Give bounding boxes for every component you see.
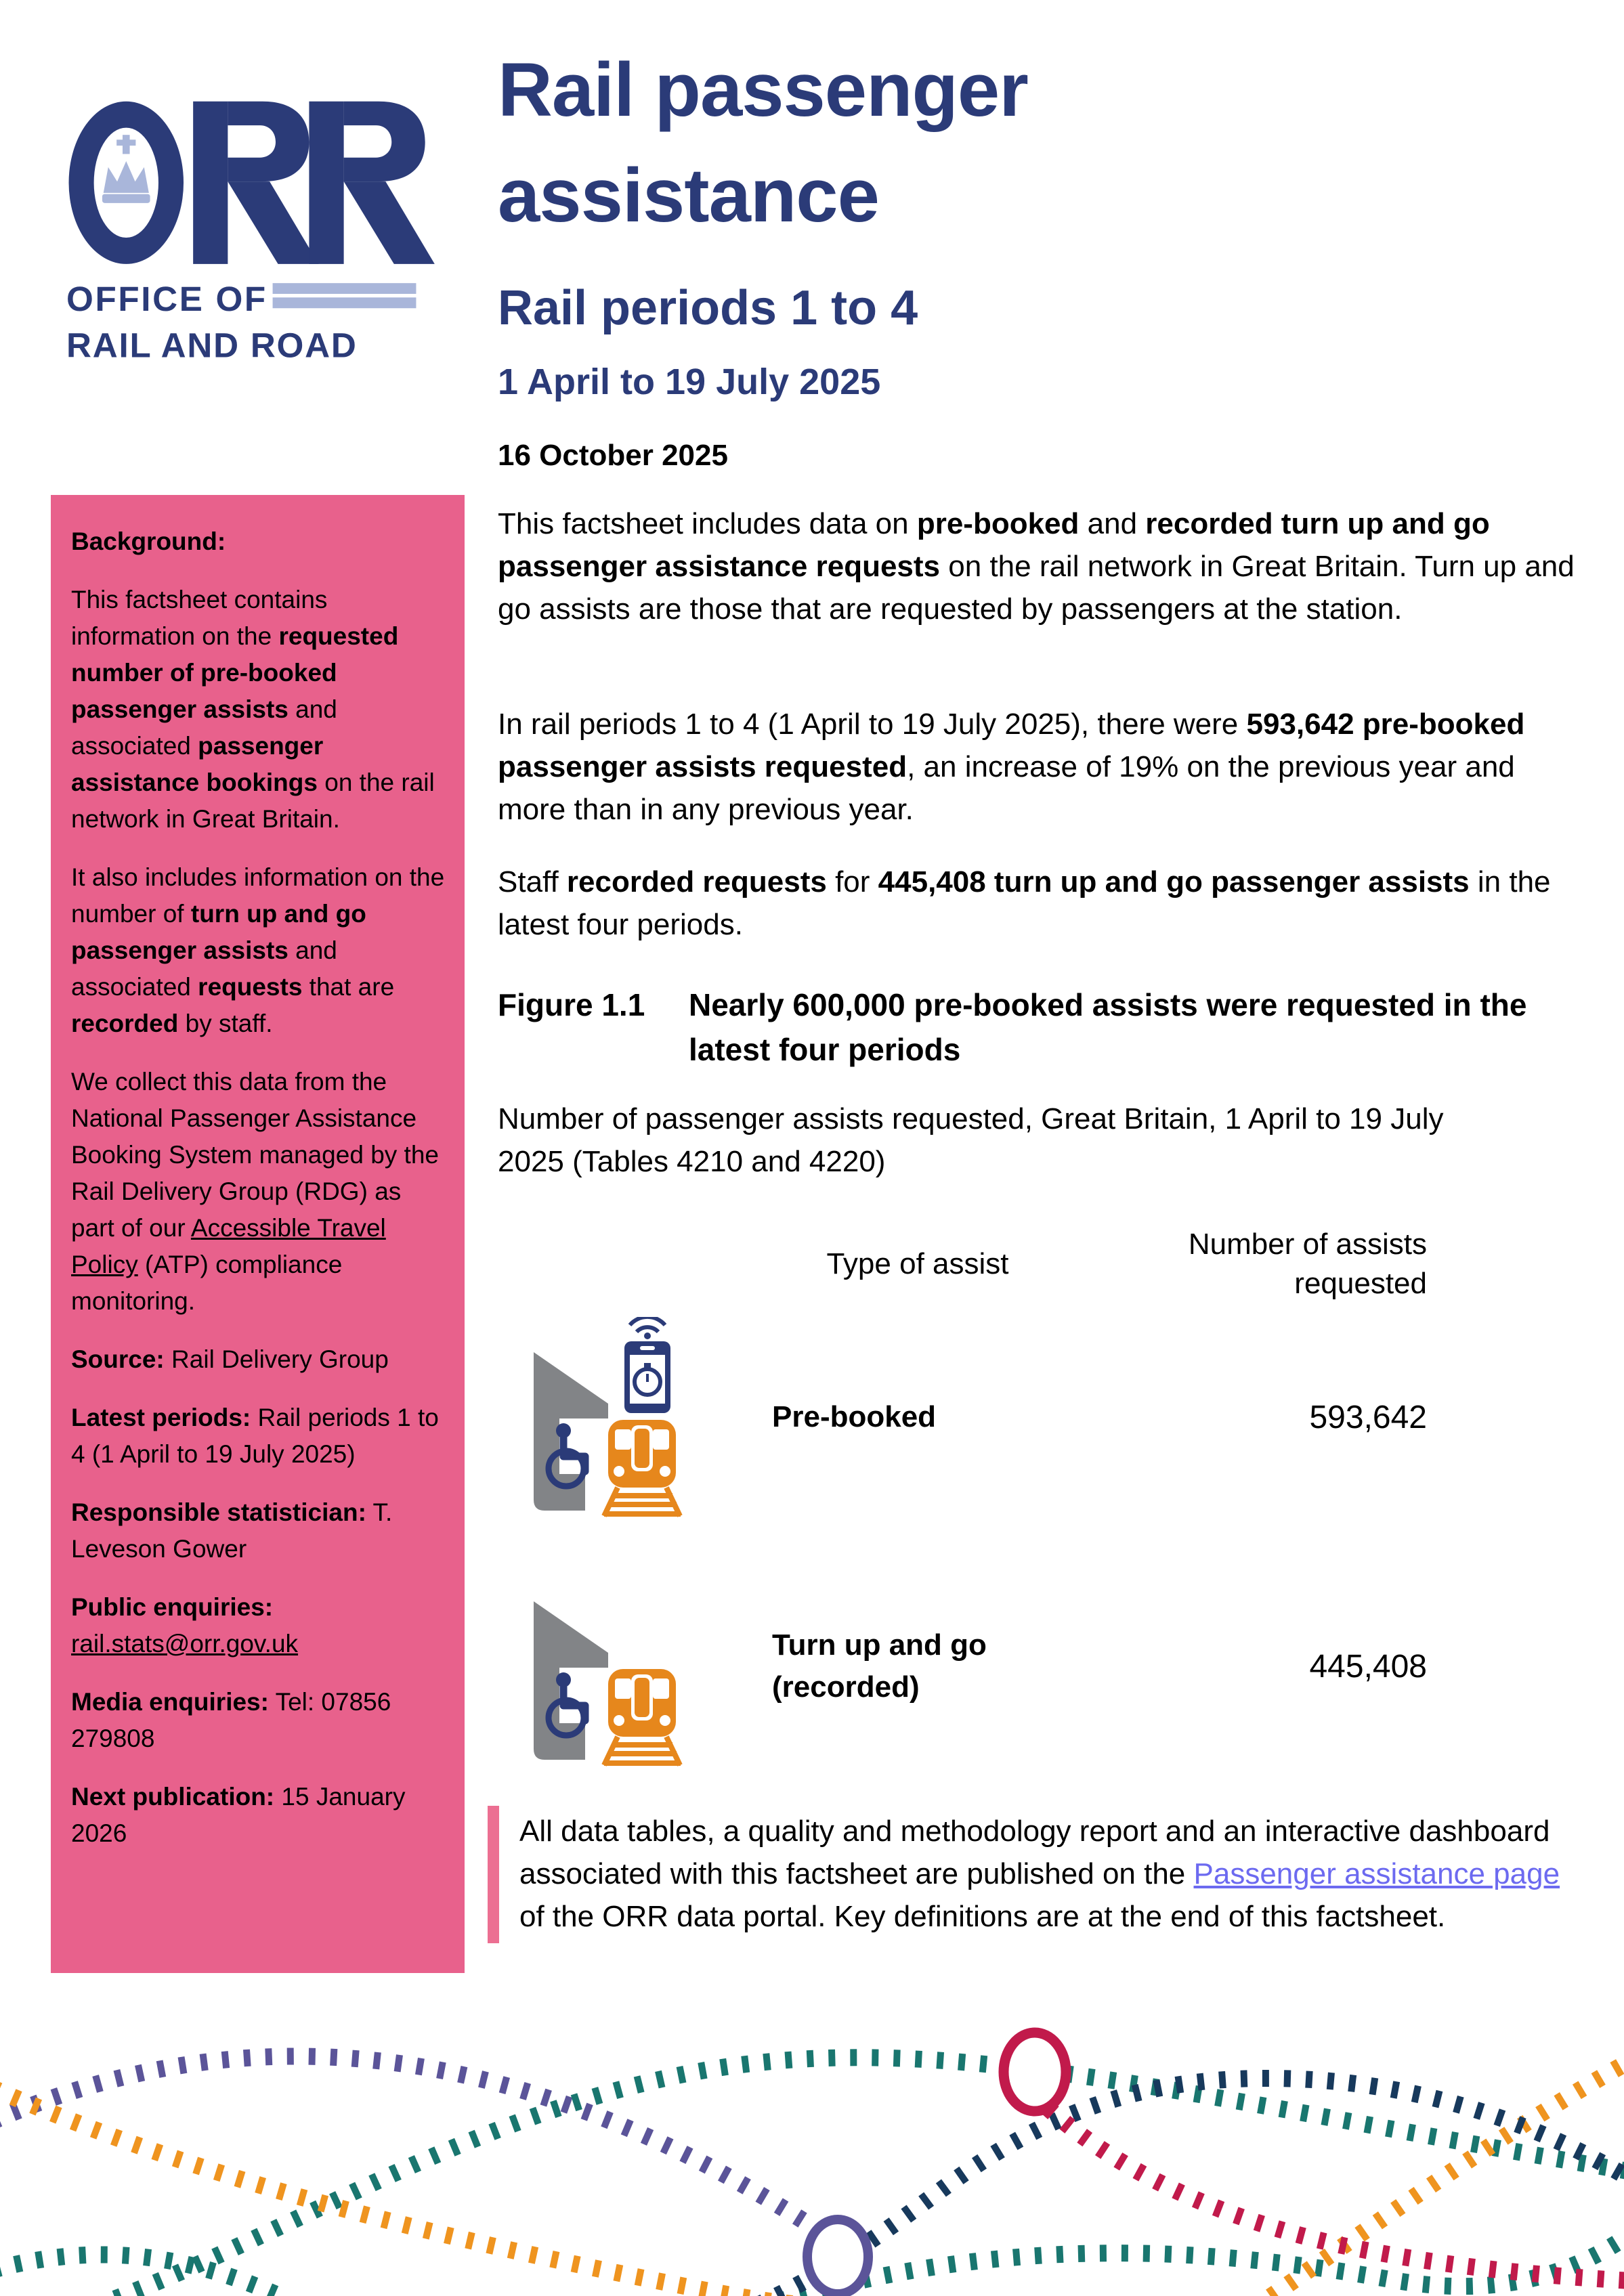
rail-track-icon xyxy=(604,1488,681,1516)
deco-teal-curve-bottom-right xyxy=(758,2218,1624,2296)
figure-subtitle: Number of passenger assists requested, Great Britain, 1 April to 19 July 2025 (Tables 4210 and 4220) xyxy=(498,1102,1444,1178)
main-content xyxy=(498,502,1581,1943)
background-sidebar xyxy=(51,495,465,1973)
figure-header-row xyxy=(498,1225,1427,1303)
table-row xyxy=(498,1317,1427,1517)
deco-purple-curve xyxy=(0,2056,823,2233)
publication-date: 16 October 2025 xyxy=(498,439,728,472)
column-header-value: Number of assists requested xyxy=(1188,1228,1427,1300)
smartphone-icon xyxy=(624,1317,670,1413)
public-enquiries-email-link[interactable]: rail.stats@orr.gov.uk xyxy=(71,1630,299,1658)
title-block xyxy=(498,37,1608,475)
sidebar-paragraph-turnup: It also includes information on the number of turn up and go passenger assists and associated requests that are recorded by staff. xyxy=(71,863,445,1037)
assist-type-label: Pre-booked xyxy=(772,1400,937,1433)
sidebar-paragraph-scope: This factsheet contains information on the requested number of pre-booked passenger assists and associated passenger assistance bookings on the rail network in Great Britain. xyxy=(71,586,435,833)
table-row xyxy=(498,1566,1427,1767)
train-icon xyxy=(604,1669,681,1765)
prebooked-stats-paragraph: In rail periods 1 to 4 (1 April to 19 July 2025), there were 593,642 pre-booked passenger assists requested, an increase of 19% on the previous year and more than in any previous year. xyxy=(498,708,1525,826)
turn-up-and-go-icon xyxy=(528,1566,685,1767)
accessible-travel-policy-link[interactable]: Accessible Travel Policy xyxy=(71,1214,386,1278)
logo-org-line1: OFFICE OF xyxy=(66,279,268,318)
logo-equals-bars xyxy=(273,283,416,308)
page-title: Rail passenger assistance xyxy=(498,47,1028,238)
page-subtitle: Rail periods 1 to 4 xyxy=(498,281,918,335)
sidebar-public-enquiries: Public enquiries: rail.stats@orr.gov.uk xyxy=(71,1593,299,1658)
deco-purple-ring xyxy=(807,2219,868,2294)
deco-teal-curve-bottom-left xyxy=(0,2255,284,2296)
sidebar-paragraph-collection: We collect this data from the National Passenger Assistance Booking System managed by the Rail Delivery Group (RDG) as part of our Accessible Travel Policy (ATP) compliance monitoring. xyxy=(71,1068,439,1315)
logo-org-line2: RAIL AND ROAD xyxy=(66,326,358,365)
assist-type-label: Turn up and go (recorded) xyxy=(772,1628,987,1704)
rail-map-decoration xyxy=(0,2015,1624,2296)
recorded-stats-paragraph: Staff recorded requests for 445,408 turn up and go passenger assists in the latest four periods. xyxy=(498,865,1551,941)
assist-count-value: 445,408 xyxy=(1309,1648,1427,1685)
prebooked-assist-icon xyxy=(528,1317,685,1517)
sidebar-next-publication: Next publication: 15 January 2026 xyxy=(71,1783,406,1847)
data-tables-callout: All data tables, a quality and methodology report and an interactive dashboard associated with this factsheet are published on the Passenger assistance page of the ORR data portal. Key definitions are at the end of this factsheet. xyxy=(488,1806,1579,1943)
assist-count-value: 593,642 xyxy=(1309,1399,1427,1435)
assists-figure xyxy=(498,1225,1427,1767)
deco-crimson-ring xyxy=(1004,2033,1066,2111)
figure-title: Nearly 600,000 pre-booked assists were requested in the latest four periods xyxy=(689,987,1527,1067)
sidebar-latest-periods: Latest periods: Rail periods 1 to 4 (1 April to 19 July 2025) xyxy=(71,1404,439,1468)
train-icon xyxy=(604,1420,681,1516)
orr-logo xyxy=(66,100,449,369)
sidebar-source: Source: Rail Delivery Group xyxy=(71,1345,389,1373)
rail-track-icon xyxy=(604,1737,681,1765)
deco-orange-curve-left xyxy=(0,2079,860,2296)
sidebar-media-enquiries: Media enquiries: Tel: 07856 279808 xyxy=(71,1688,391,1752)
column-header-type: Type of assist xyxy=(826,1247,1009,1280)
intro-paragraph: This factsheet includes data on pre-booked and recorded turn up and go passenger assistance requests on the rail network in Great Britain. Turn up and go assists are those that are requested by passengers at the station. xyxy=(498,507,1575,626)
sidebar-heading: Background: xyxy=(71,527,226,555)
figure-number: Figure 1.1 xyxy=(498,987,645,1022)
sidebar-statistician: Responsible statistician: T. Leveson Gower xyxy=(71,1498,393,1563)
reporting-period: 1 April to 19 July 2025 xyxy=(498,362,881,402)
deco-orange-curve-right xyxy=(1253,2052,1624,2296)
figure-heading xyxy=(498,982,1581,1072)
passenger-assistance-page-link[interactable]: Passenger assistance page xyxy=(1193,1857,1560,1890)
